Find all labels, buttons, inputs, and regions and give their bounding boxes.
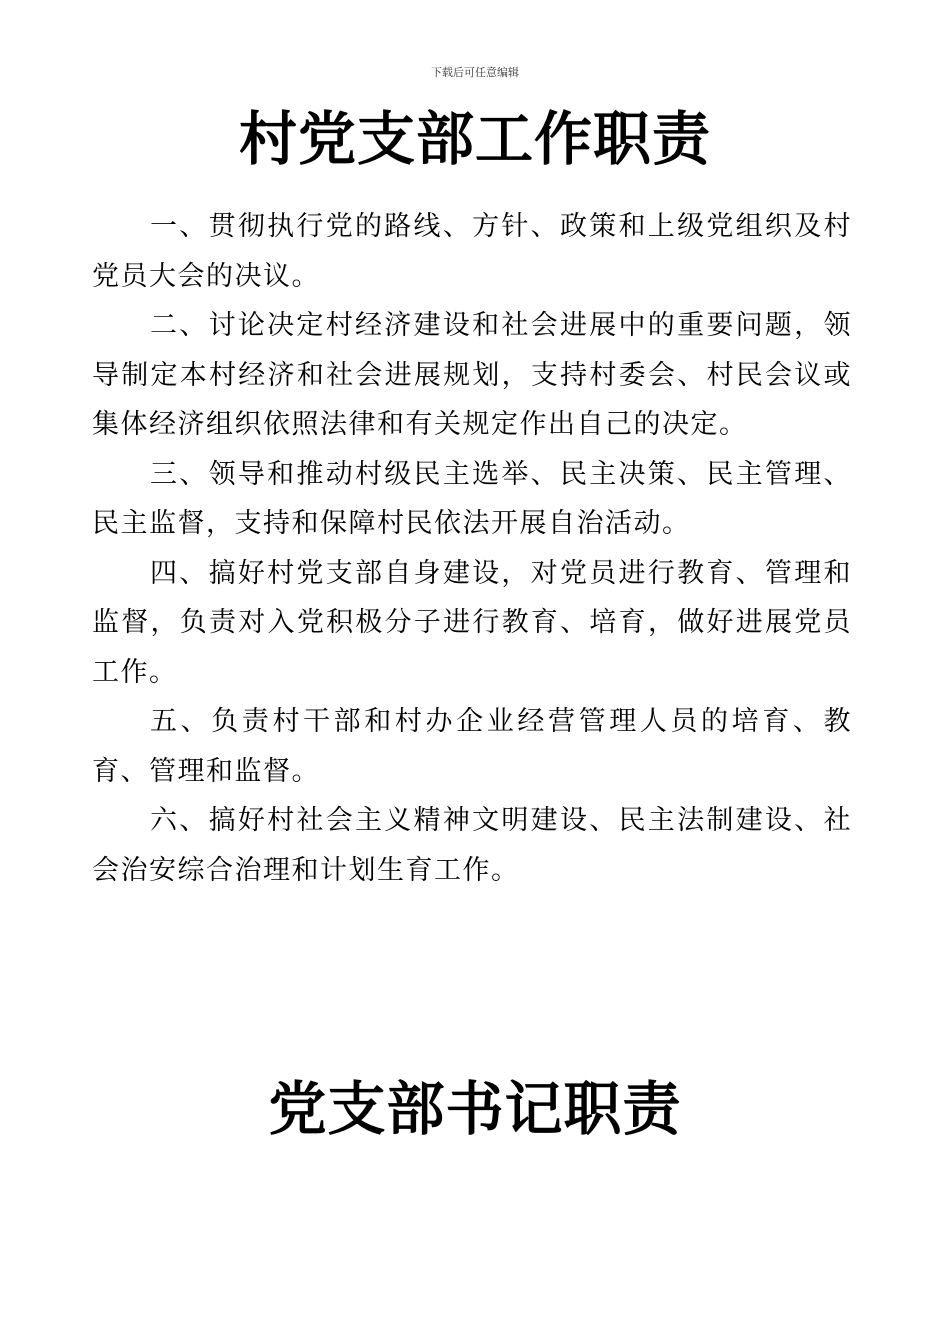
header-note: 下载后可任意编辑 xyxy=(431,66,519,79)
duty-paragraph-5: 五、负责村干部和村办企业经营管理人员的培育、教育、管理和监督。 xyxy=(92,706,852,787)
duty-paragraph-2: 二、讨论决定村经济建设和社会进展中的重要问题，领导制定本村经济和社会进展规划，支持村委会、村民会议或集体经济组织依照法律和有关规定作出自己的决定。 xyxy=(92,310,852,440)
duty-paragraph-3: 三、领导和推动村级民主选举、民主决策、民主管理、民主监督，支持和保障村民依法开展自治活动。 xyxy=(92,458,852,539)
page-title: 村党支部工作职责 xyxy=(238,105,711,173)
duty-paragraph-1: 一、贯彻执行党的路线、方针、政策和上级党组织及村党员大会的决议。 xyxy=(92,211,852,292)
duties-list xyxy=(92,202,852,895)
duty-paragraph-6: 六、搞好村社会主义精神文明建设、民主法制建设、社会治安综合治理和计划生育工作。 xyxy=(92,805,852,886)
section-title: 党支部书记职责 xyxy=(268,1075,682,1143)
duty-paragraph-4: 四、搞好村党支部自身建设，对党员进行教育、管理和监督，负责对入党积极分子进行教育、培育，做好进展党员工作。 xyxy=(92,557,852,688)
